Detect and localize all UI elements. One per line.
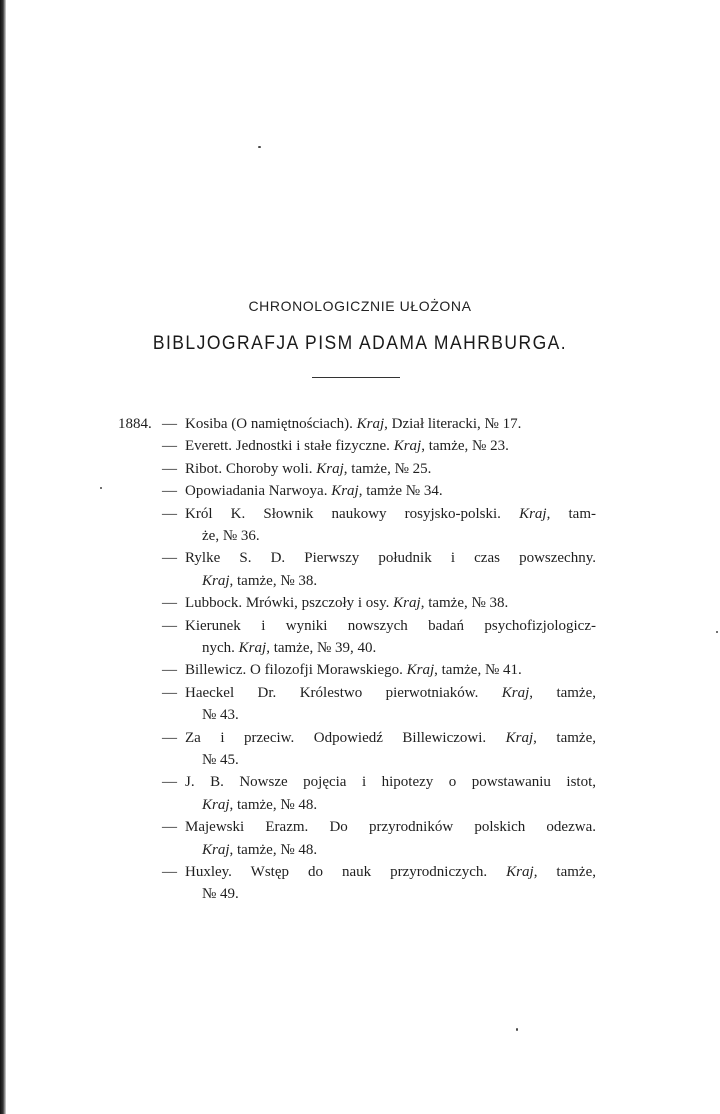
- journal-title: Kraj: [506, 864, 534, 880]
- journal-title: Kraj: [356, 416, 385, 432]
- entry-line: [185, 592, 596, 614]
- entry-text: , tamże, № 48.: [229, 842, 318, 858]
- divider: [312, 377, 400, 378]
- entry-text: Opowiadania Narwoya.: [185, 483, 332, 499]
- entry-dash: —: [162, 864, 177, 880]
- entry-dash: —: [162, 730, 177, 746]
- journal-title: Kraj: [331, 483, 359, 499]
- entry-dash: —: [162, 506, 177, 522]
- entry-line: [185, 861, 596, 883]
- entry-text: , tamże, № 41.: [434, 662, 522, 678]
- entry-continuation: [202, 883, 239, 905]
- entry-dash: —: [162, 416, 177, 432]
- journal-title: Kraj: [202, 797, 230, 813]
- ink-speck: [516, 1028, 518, 1031]
- entry-dash: —: [162, 461, 177, 477]
- entry-text: № 43.: [202, 707, 239, 723]
- journal-title: Kraj: [519, 506, 547, 522]
- ink-speck: [716, 631, 718, 633]
- entry-line: [185, 413, 596, 435]
- entry-dash: —: [162, 618, 177, 634]
- entry-text: Everett. Jednostki i stałe fizyczne.: [185, 438, 394, 454]
- entry-continuation: [202, 570, 317, 592]
- entry-text: , tamże, № 25.: [343, 461, 432, 477]
- entry-text: Lubbock. Mrówki, pszczoły i osy.: [185, 595, 394, 611]
- entry-text: Za i przeciw. Odpowiedź Billewiczowi.: [185, 730, 506, 746]
- entry-continuation: [202, 839, 317, 861]
- entry-text: № 45.: [202, 752, 239, 768]
- journal-title: Kraj: [202, 573, 230, 589]
- entry-text: № 49.: [202, 886, 239, 902]
- entry-continuation: [202, 637, 376, 659]
- entry-dash: —: [162, 662, 177, 678]
- entry-line: [185, 435, 596, 457]
- entry-text: , tamże, № 39, 40.: [266, 640, 377, 656]
- entry-text: Huxley. Wstęp do nauk przyrodniczych.: [185, 864, 507, 880]
- entry-line: [185, 503, 596, 525]
- entry-continuation: [202, 704, 239, 726]
- entry-text: , tamże, № 38.: [229, 573, 318, 589]
- journal-title: Kraj: [393, 595, 421, 611]
- page-subtitle: CHRONOLOGICZNIE UŁOŻONA: [248, 298, 472, 314]
- entry-continuation: [202, 749, 239, 771]
- entry-dash: —: [162, 483, 177, 499]
- entry-text: , tamże, № 23.: [421, 438, 509, 454]
- entry-dash: —: [162, 685, 177, 701]
- ink-speck: [258, 146, 261, 148]
- journal-title: Kraj: [505, 730, 534, 746]
- ink-speck: [100, 487, 102, 489]
- entry-text: nych.: [202, 640, 239, 656]
- binding-edge: [0, 0, 6, 1114]
- entry-line: [185, 659, 596, 681]
- entry-text: Rylke S. D. Pierwszy południk i czas powszechny.: [185, 550, 596, 566]
- entry-text: , Dział literacki, № 17.: [384, 416, 522, 432]
- entry-text: , tam-: [546, 506, 596, 522]
- entry-text: Majewski Erazm. Do przyrodników polskich odezwa.: [185, 819, 596, 835]
- entry-text: Billewicz. O filozofji Morawskiego.: [185, 662, 407, 678]
- entry-line: [185, 547, 596, 569]
- entry-line: [185, 816, 596, 838]
- entry-text: Kierunek i wyniki nowszych badań psychofizjologicz-: [185, 618, 596, 634]
- entry-line: [185, 771, 596, 793]
- entry-dash: —: [162, 595, 177, 611]
- entry-text: że, № 36.: [202, 528, 260, 544]
- entry-line: [185, 615, 596, 637]
- journal-title: Kraj: [406, 662, 435, 678]
- page-title: BIBLJOGRAFJA PISM ADAMA MAHRBURGA.: [152, 333, 568, 354]
- entry-dash: —: [162, 438, 177, 454]
- entry-dash: —: [162, 550, 177, 566]
- entry-text: Król K. Słownik naukowy rosyjsko-polski.: [185, 506, 520, 522]
- entry-text: , tamże, № 38.: [420, 595, 509, 611]
- entry-dash: —: [162, 819, 177, 835]
- entry-text: , tamże,: [533, 730, 596, 746]
- entry-continuation: [202, 525, 260, 547]
- entry-text: , tamże № 34.: [358, 483, 443, 499]
- entry-text: Ribot. Choroby woli.: [185, 461, 317, 477]
- entry-continuation: [202, 794, 317, 816]
- entry-text: , tamże,: [533, 864, 596, 880]
- journal-title: Kraj: [202, 842, 230, 858]
- journal-title: Kraj: [393, 438, 422, 454]
- entry-year: 1884.: [118, 416, 152, 432]
- entry-text: , tamże,: [529, 685, 596, 701]
- entry-line: [185, 682, 596, 704]
- journal-title: Kraj: [316, 461, 344, 477]
- entry-text: Kosiba (O namiętnościach).: [185, 416, 357, 432]
- entry-text: J. B. Nowsze pojęcia i hipotezy o powstawaniu istot,: [185, 774, 596, 790]
- entry-line: [185, 480, 596, 502]
- journal-title: Kraj: [238, 640, 267, 656]
- entry-dash: —: [162, 774, 177, 790]
- journal-title: Kraj: [501, 685, 530, 701]
- entry-text: Haeckel Dr. Królestwo pierwotniaków.: [185, 685, 502, 701]
- entry-line: [185, 458, 596, 480]
- entry-line: [185, 727, 596, 749]
- entry-text: , tamże, № 48.: [229, 797, 318, 813]
